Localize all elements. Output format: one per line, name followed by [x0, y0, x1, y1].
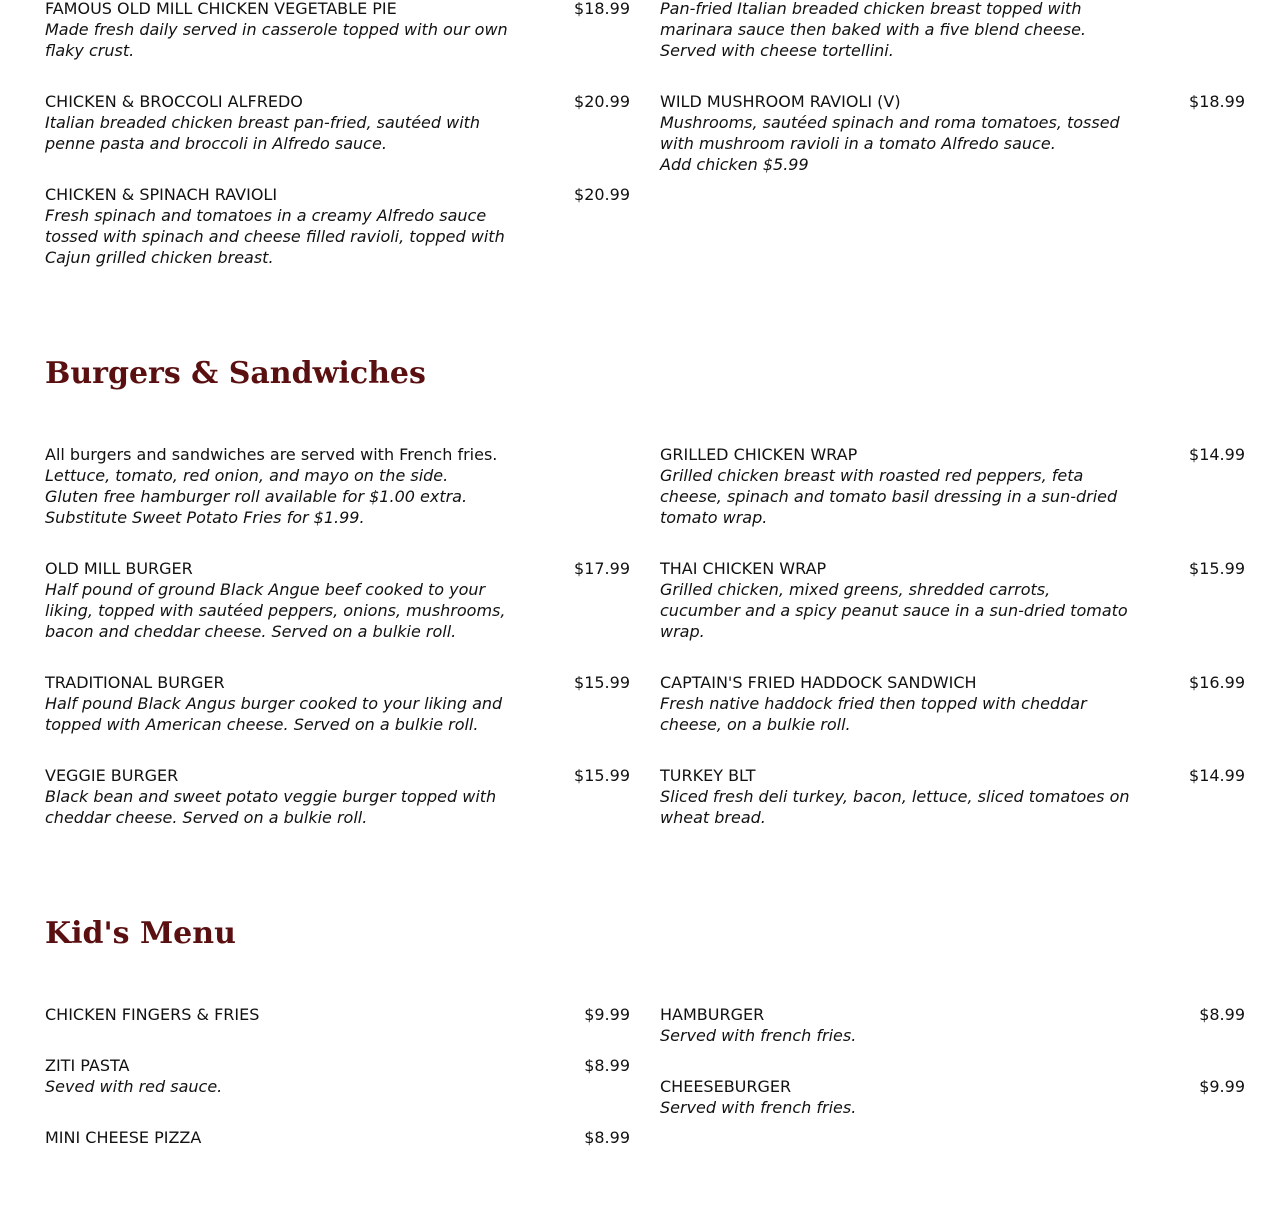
item-price: $14.99: [1189, 445, 1245, 464]
item-name: CHICKEN & BROCCOLI ALFREDO: [45, 92, 303, 111]
menu-item: [660, 1076, 1245, 1118]
item-price: $20.99: [574, 92, 630, 111]
item-name: CHEESEBURGER: [660, 1077, 792, 1096]
item-description: Sliced fresh deli turkey, bacon, lettuce, sliced tomatoes on wheat bread.: [660, 787, 1130, 827]
menu-item: [45, 91, 630, 154]
item-description: Half pound of ground Black Angue beef cooked to your liking, topped with sautéed peppers, onions, mushrooms, bacon and cheddar cheese. Served on a bulkie roll.: [45, 580, 506, 641]
note-line: Substitute Sweet Potato Fries for $1.99.: [45, 508, 365, 527]
item-price: $14.99: [1189, 766, 1245, 785]
item-description: Made fresh daily served in casserole topped with our own flaky crust.: [45, 20, 508, 60]
burgers-note: [45, 444, 630, 528]
item-name: GRILLED CHICKEN WRAP: [660, 445, 858, 464]
menu-item: [45, 1127, 630, 1148]
item-description: Mushrooms, sautéed spinach and roma tomatoes, tossed with mushroom ravioli in a tomato Alfredo sauce.: [660, 113, 1120, 153]
item-price: $9.99: [584, 1005, 630, 1024]
item-name: OLD MILL BURGER: [45, 559, 193, 578]
item-name: CAPTAIN'S FRIED HADDOCK SANDWICH: [660, 673, 977, 692]
item-name: MINI CHEESE PIZZA: [45, 1128, 202, 1147]
item-description: Pan-fried Italian breaded chicken breast topped with marinara sauce then baked with a five blend cheese. Served with cheese tortellini.: [660, 0, 1087, 60]
item-name: ZITI PASTA: [45, 1056, 130, 1075]
menu-item: [660, 672, 1245, 735]
menu-item: [660, 91, 1245, 175]
note-line: Lettuce, tomato, red onion, and mayo on the side.: [45, 466, 449, 485]
item-name: WILD MUSHROOM RAVIOLI (V): [660, 92, 901, 111]
item-price: $16.99: [1189, 673, 1245, 692]
burgers-left-column: [45, 444, 630, 848]
item-addon: Add chicken $5.99: [660, 155, 809, 174]
item-name: TRADITIONAL BURGER: [45, 673, 225, 692]
menu-item: [660, 765, 1245, 828]
item-price: $15.99: [574, 766, 630, 785]
item-price: $8.99: [584, 1056, 630, 1075]
item-description: Fresh native haddock fried then topped with cheddar cheese, on a bulkie roll.: [660, 694, 1087, 734]
kids-left-column: [45, 1004, 630, 1168]
item-description: Served with french fries.: [660, 1098, 857, 1117]
menu-item: [660, 558, 1245, 642]
note-title: All burgers and sandwiches are served with French fries.: [45, 445, 498, 464]
item-description: Grilled chicken, mixed greens, shredded carrots, cucumber and a spicy peanut sauce in a sun-dried tomato wrap.: [660, 580, 1128, 641]
item-description: Italian breaded chicken breast pan-fried, sautéed with penne pasta and broccoli in Alfredo sauce.: [45, 113, 481, 153]
kids-right-column: [660, 1004, 1245, 1138]
pasta-right-column: [660, 0, 1245, 195]
item-name: CHICKEN FINGERS & FRIES: [45, 1005, 260, 1024]
menu-item: [45, 672, 630, 735]
pasta-left-column: [45, 0, 630, 288]
item-price: $8.99: [1199, 1005, 1245, 1024]
item-name: CHICKEN & SPINACH RAVIOLI: [45, 185, 278, 204]
menu-item: [45, 765, 630, 828]
item-description: Fresh spinach and tomatoes in a creamy Alfredo sauce tossed with spinach and cheese filled ravioli, topped with Cajun grilled chicken breast.: [45, 206, 505, 267]
item-price: $18.99: [1189, 92, 1245, 111]
menu-item: [45, 1055, 630, 1097]
burgers-right-column: [660, 444, 1245, 848]
item-name: HAMBURGER: [660, 1005, 765, 1024]
section-title-burgers: Burgers & Sandwiches: [45, 356, 426, 391]
menu-item: [45, 1004, 630, 1025]
menu-item-continued: [660, 0, 1245, 61]
menu-item: [45, 184, 630, 268]
menu-item: [45, 558, 630, 642]
item-description: Half pound Black Angus burger cooked to your liking and topped with American cheese. Served on a bulkie roll.: [45, 694, 503, 734]
item-price: $15.99: [574, 673, 630, 692]
item-price: $15.99: [1189, 559, 1245, 578]
menu-item: [660, 1004, 1245, 1046]
item-name: VEGGIE BURGER: [45, 766, 179, 785]
item-description: Grilled chicken breast with roasted red peppers, feta cheese, spinach and tomato basil dressing in a sun-dried tomato wrap.: [660, 466, 1118, 527]
item-price: $9.99: [1199, 1077, 1245, 1096]
item-name: TURKEY BLT: [660, 766, 756, 785]
menu-item: [660, 444, 1245, 528]
note-line: Gluten free hamburger roll available for $1.00 extra.: [45, 487, 468, 506]
item-name: FAMOUS OLD MILL CHICKEN VEGETABLE PIE: [45, 0, 397, 18]
item-price: $17.99: [574, 559, 630, 578]
section-title-kids: Kid's Menu: [45, 916, 236, 951]
item-price: $18.99: [574, 0, 630, 18]
item-price: $8.99: [584, 1128, 630, 1147]
item-name: THAI CHICKEN WRAP: [660, 559, 827, 578]
item-description: Seved with red sauce.: [45, 1077, 223, 1096]
menu-item: [45, 0, 630, 61]
item-price: $20.99: [574, 185, 630, 204]
item-description: Served with french fries.: [660, 1026, 857, 1045]
item-description: Black bean and sweet potato veggie burger topped with cheddar cheese. Served on a bulkie roll.: [45, 787, 497, 827]
